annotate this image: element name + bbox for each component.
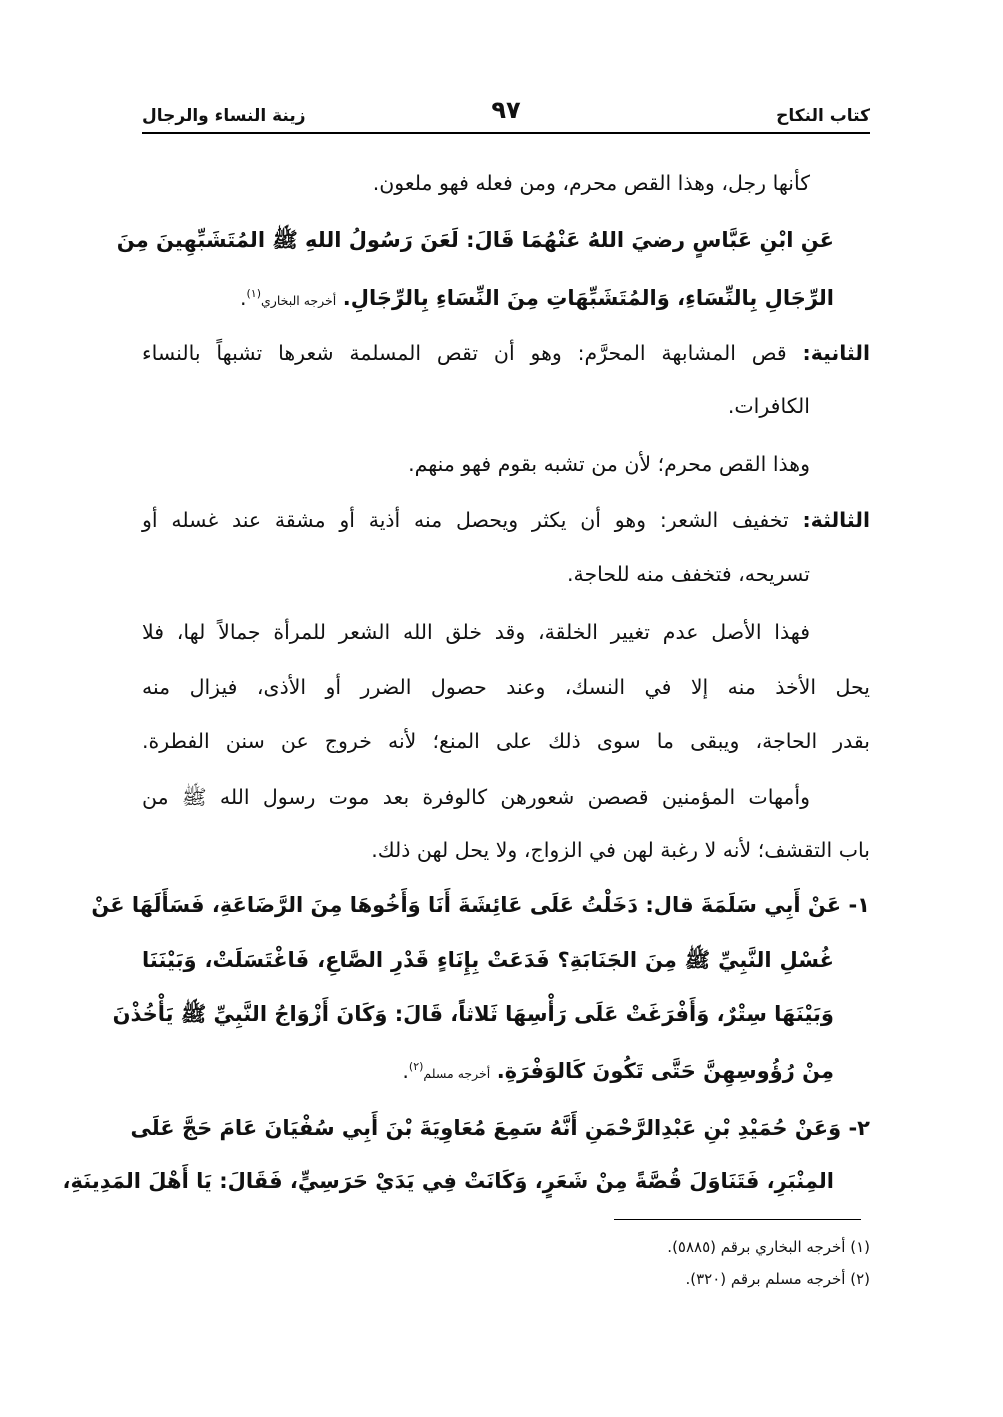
hadith-line-2-text: الرِّجَالِ بِالنِّسَاءِ، وَالمُتَشَبِّهَاتِ مِنَ النِّسَاءِ بِالرِّجَالِ. bbox=[342, 285, 834, 310]
header-book-title: كتاب النكاح bbox=[776, 106, 870, 126]
body-line-4 bbox=[142, 325, 870, 381]
body-line-9: فهذا الأصل عدم تغيير الخلقة، وقد خلق الله الشعر للمرأة جمالاً لها، فلا bbox=[142, 620, 810, 644]
hadith-1-line-1: ١- عَنْ أَبِي سَلَمَةَ قال: دَخَلْتُ عَلَى عَائِشَةَ أَنَا وَأَخُوهَا مِنَ الرَّضَاعَةِ، فَسَأَلَهَا عَنْ bbox=[91, 893, 870, 917]
body-line-4-text: قص المشابهة المحرَّم: وهو أن تقص المسلمة شعرها تشبهاً بالنساء bbox=[142, 341, 787, 365]
hadith-1-line-3: وَبَيْنَهَا سِتْرٌ، وَأَفْرَغَتْ عَلَى رَأْسِهَا ثَلاثاً، قَالَ: وَكَانَ أَزْوَاجُ النَّبِيِّ ﷺ يَأْخُذْنَ bbox=[112, 1002, 834, 1026]
footnote-ref-2: (٢) bbox=[408, 1060, 424, 1073]
point-label-second: الثانية: bbox=[802, 341, 870, 365]
body-line-10: يحل الأخذ منه إلا في النسك، وعند حصول الضرر أو الأذى، فيزال منه bbox=[142, 675, 870, 699]
body-line-6: وهذا القص محرم؛ لأن من تشبه بقوم فهو منهم. bbox=[408, 452, 810, 476]
hadith-line-2-end: . bbox=[239, 285, 247, 310]
hadith-1-line-4-end: . bbox=[402, 1058, 409, 1083]
hadith-1-line-2: غُسْلِ النَّبِيِّ ﷺ مِنَ الجَنَابَةِ؟ فَدَعَتْ بِإِنَاءٍ قَدْرِ الصَّاعِ، فَاغْتَسَلَتْ، وَبَيْنَنَا bbox=[142, 948, 834, 972]
page-number: ٩٧ bbox=[491, 96, 521, 124]
footnote-separator bbox=[614, 1219, 861, 1220]
body-line-11: بقدر الحاجة، ويبقى ما سوى ذلك على المنع؛ لأنه خروج عن سنن الفطرة. bbox=[142, 729, 870, 753]
hadith-line-1: عَنِ ابْنِ عَبَّاسٍ رضيَ اللهُ عَنْهُمَا قَالَ: لَعَنَ رَسُولُ اللهِ ﷺ المُتَشَبِّهِينَ مِنَ bbox=[116, 228, 834, 252]
footnote-1: (١) أخرجه البخاري برقم (٥٨٨٥). bbox=[667, 1238, 870, 1256]
point-label-third: الثالثة: bbox=[802, 508, 870, 532]
hadith-2-line-1: ٢- وَعَنْ حُمَيْدِ بْنِ عَبْدِالرَّحْمَنِ أَنَّهُ سَمِعَ مُعَاوِيَةَ بْنَ أَبِي سُفْيَانَ عَامَ حَجَّ عَلَى bbox=[130, 1116, 870, 1140]
body-line-1: كأنها رجل، وهذا القص محرم، ومن فعله فهو ملعون. bbox=[372, 171, 810, 195]
hadith-line-2 bbox=[142, 266, 834, 322]
header-section-title: زينة النساء والرجال bbox=[142, 106, 306, 126]
footnote-ref-1: (١) bbox=[246, 287, 261, 300]
hadith-1-line-4 bbox=[142, 1039, 834, 1095]
running-header bbox=[142, 96, 870, 136]
hadith-1-source: أخرجه مسلم bbox=[423, 1065, 491, 1081]
footnote-2: (٢) أخرجه مسلم برقم (٣٢٠). bbox=[685, 1270, 870, 1288]
header-rule bbox=[142, 132, 870, 134]
body-line-12: وأمهات المؤمنين قصصن شعورهن كالوفرة بعد موت رسول الله ﷺ من bbox=[142, 785, 810, 809]
body-line-13: باب التقشف؛ لأنه لا رغبة لهن في الزواج، ولا يحل لهن ذلك. bbox=[371, 838, 870, 862]
hadith-source: أخرجه البخاري bbox=[261, 292, 337, 308]
body-line-8: تسريحه، فتخفف منه للحاجة. bbox=[566, 562, 810, 586]
hadith-1-line-4-text: مِنْ رُؤُوسِهِنَّ حَتَّى تَكُونَ كَالوَفْرَةِ. bbox=[496, 1058, 834, 1083]
hadith-2-line-2: المِنْبَرِ، فَتَنَاوَلَ قُصَّةً مِنْ شَعَرٍ، وَكَانَتْ فِي يَدَيْ حَرَسِيٍّ، فَقَالَ: يَا أَهْلَ المَدِينَةِ، bbox=[62, 1169, 834, 1193]
body-line-7-text: تخفيف الشعر: وهو أن يكثر ويحصل منه أذية أو مشقة عند غسله أو bbox=[142, 508, 789, 532]
body-line-7 bbox=[142, 492, 870, 548]
body-line-5: الكافرات. bbox=[727, 394, 810, 418]
